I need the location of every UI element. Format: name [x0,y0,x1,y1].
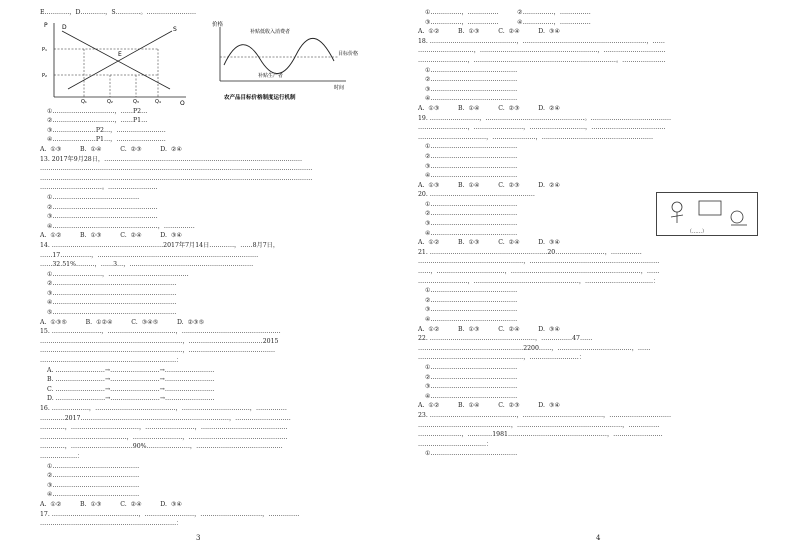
q13-option-3: ③…………………………………………… [47,213,158,221]
q16-line: …………，…………………………90%…………………，…………………………………… [40,443,283,451]
q18-option-4: ④…………………………………… [425,95,518,103]
cartoon-caption: （……） [687,229,708,236]
q18-line: ……………………，……………………………………………………………。………………… [418,56,666,64]
q20-option-1: ①…………………………………… [425,200,518,208]
demand-curve [62,31,170,89]
q16-option-3: ③…………………………………… [47,481,140,489]
q13-line: …………………………。…………………… [40,184,158,192]
q15-option-a: A. ……………………→……………………→…………………… [47,366,215,374]
q20-option-4: ④…………………………………… [425,229,518,237]
q15-line: 15. ……………………，……………………………，………………………………………… [40,328,281,336]
q18-choices: A. ①③ B. ①④ C. ②③ D. ②④ [418,104,561,112]
target-price-label: 目标价格 [338,50,359,57]
q13-line: …………………………………………………………………………………………………………………… [40,165,313,173]
q20-text [418,190,630,248]
q12-option-4: ④…………………P1…，…………………… [47,136,166,144]
cartoon-drawing [657,193,757,235]
q15-option-b: B. ……………………→……………………→…………………… [47,376,215,384]
q21-choices: A. ①② B. ①③ C. ②④ D. ③④ [418,325,561,333]
price-axis-label: 价格 [212,21,224,28]
q21-option-3: ③…………………………………… [425,306,518,314]
q23-line: …………………，…………1981…………………………………………，…………………… [418,431,663,439]
q20-choices: A. ①② B. ①③ C. ②④ D. ③④ [418,239,561,247]
q22-choices: A. ①② B. ①④ C. ②③ D. ③④ [418,402,561,410]
q14-option: ①……………………，………………………………… [47,270,189,278]
q17-line: …………………………………………………………： [40,520,183,528]
time-axis-label: 时间 [334,84,345,91]
q18-line: 18. ……………………………………，……………………………………………………，…… [418,37,665,45]
q23-option-1: ①…………………………………… [425,450,518,458]
q17-option-row: ①……………，…………… ②……………，…………… [425,9,591,16]
q17-line: 17. ……………………………………，……………………，…………………………，…………… [40,510,300,518]
q21-line: ……………………………………………，……………………………………………………… [418,258,660,266]
q16-option-1: ①…………………………………… [47,462,140,470]
q19-line: ……………………………，…………………，……………………………………………… [418,133,654,141]
q16-choices: A. ①② B. ①③ C. ②④ D. ③④ [40,500,183,508]
q22-option-2: ②…………………………………… [425,373,518,381]
q21-line: ……………………，……………………………………………，……………………………： [418,277,660,285]
q13-line: 13. 2017年9月28日，…………………………………………………………………………………… [40,155,303,163]
q20-option-3: ③…………………………………… [425,220,518,228]
q18-option-1: ①…………………………………… [425,66,518,74]
market-price-curve [224,38,334,73]
q19-line: ……………………，……………………，………………………，……………………………… [418,124,666,132]
q22-line: 22. ……………………………………………，……………47…… [418,335,593,343]
q15-line: ……………………………………………………………，………………………………2015 [40,337,279,345]
q22-option-4: ④…………………………………… [425,392,518,400]
q20-option-2: ②…………………………………… [425,210,518,218]
equilibrium-e-label: E [118,50,122,58]
q22-option-3: ③…………………………………… [425,383,518,391]
q16-line: …………，……………………………，……………………，…………………………………… [40,424,288,432]
q14-line: 14. ………………………………………………2017年7月14日…………，……8月7日， [40,241,280,249]
q22-option-1: ①…………………………………… [425,363,518,371]
q16-line: ……………………………………，……………………，………………………………………… [40,433,288,441]
tick-q1: Q₁ [81,98,87,105]
page-number-right: 4 [596,534,601,542]
q21-option-4: ④…………………………………… [425,316,518,323]
q12-option-1: ①…………………………，……P2… [47,107,148,115]
page-number-left: 3 [196,534,201,542]
q14-line: ……32.51%………，……3…，…………………………………………………… [40,261,254,269]
q19-option-3: ③…………………………………… [425,162,518,170]
q13-line: …………………………………………………………………………………………………………………… [40,174,313,182]
q18-option-3: ③…………………………………… [425,85,518,93]
q23-line: ………………………………………，……………………………………………，…………… [418,421,660,429]
figure-row [40,19,388,105]
q15-option-c: C. ……………………→……………………→…………………… [47,385,215,393]
right-column [418,8,766,459]
q17-choices: A. ①② B. ①③ C. ②④ D. ③④ [418,28,561,36]
subsidy-producer-label: 补贴生产者 [258,72,284,79]
curve-s-label: S [173,25,177,33]
q18-line: ………………………，…………………………………………………，………………………… [418,47,666,55]
q19-choices: A. ①③ B. ①④ C. ②③ D. ②④ [418,181,561,189]
supply-demand-chart [40,19,190,105]
q23-line: 23. ……………………………………，…………………………………，………………………… [418,411,672,419]
q16-line: …………2017………………………………………………………………，……………………… [40,414,291,422]
q14-option: ④…………………………………………………… [47,299,177,307]
q15-line: ……………………………………………………………，…………………………………… [40,347,276,355]
subsidy-consumer-label: 补贴低收入消费者 [250,28,291,35]
q21-option-1: ①…………………………………… [425,287,518,295]
q16-line: 16. ………………，…………………………………，……………………………，…………… [40,405,287,412]
left-column [40,8,388,529]
axis-q-label: Q [180,99,185,105]
tick-q3: Q₃ [133,98,139,105]
supply-curve [68,31,172,89]
q18-option-2: ②…………………………………… [425,76,518,84]
axis-p-label: P [44,21,48,29]
q22-line: ……………………………………………2200……，………………………………，…… [418,344,651,352]
q22-line: ……………………………………………，……………………： [418,354,586,362]
q19-option-2: ②…………………………………… [425,152,518,160]
q21-option-2: ②…………………………………… [425,296,518,304]
q13-choices: A. ①② B. ①③ C. ②④ D. ③④ [40,232,183,240]
q16-line: ………………： [40,452,84,460]
q16-option-2: ②…………………………………… [47,472,140,480]
question-intro: E…………，D…………，S…………。…………………… [40,9,197,16]
q17-option-row: ③……………，…………… ④……………，…………… [425,18,591,26]
q21-line: ……，……………………………，………………………………………………………，…… [418,268,660,276]
q12-option-2: ②…………………………，……P1… [47,117,148,125]
cartoon-image [656,192,758,236]
q13-option-4: ④……………………………………………，…………… [47,222,195,230]
q14-option: ⑤…………………………………………………… [47,309,177,317]
diagram-caption: 农产品目标价格制度运行机制 [224,94,296,101]
tick-p2: P₂ [42,72,48,79]
target-price-diagram [210,19,360,105]
q12-option-3: ③…………………P2…，…………………… [47,126,166,134]
tick-p1: P₁ [42,46,48,53]
tick-q4: Q₄ [155,98,161,105]
q14-choices: A. ①③⑤ B. ①②④ C. ③④⑤ D. ②③⑤ [40,318,205,326]
q15-option-d: D. ……………………→……………………→…………………… [47,395,215,403]
q16-option-4: ④…………………………………… [47,491,140,499]
q14-option: ③…………………………………………………… [47,289,177,297]
q23-line: ……………………………： [418,440,493,448]
curve-d-label: D [62,23,67,31]
q13-option-2: ②…………………………………………… [47,203,158,211]
q15-line: …………………………………………………………： [40,357,183,365]
q14-line: ……17……………，…………………………………………………………………… [40,251,259,259]
q14-option: ②…………………………………………………… [47,280,177,288]
q12-choices: A. ①③ B. ①④ C. ②③ D. ②④ [40,145,183,153]
q19-option-1: ①…………………………………… [425,143,518,151]
q13-option-1: ①…………………………………… [47,193,140,201]
tick-q2: Q₂ [107,98,113,105]
q19-option-4: ④…………………………………… [425,172,518,180]
q20-block [418,190,766,248]
q21-line: 21. …………………………………………………20……………………，…………… [418,248,642,256]
q20-line: 20. …………………………………………… [418,191,535,199]
q19-line: 19. ……………………，…………………………………………。………………………………… [418,114,672,122]
